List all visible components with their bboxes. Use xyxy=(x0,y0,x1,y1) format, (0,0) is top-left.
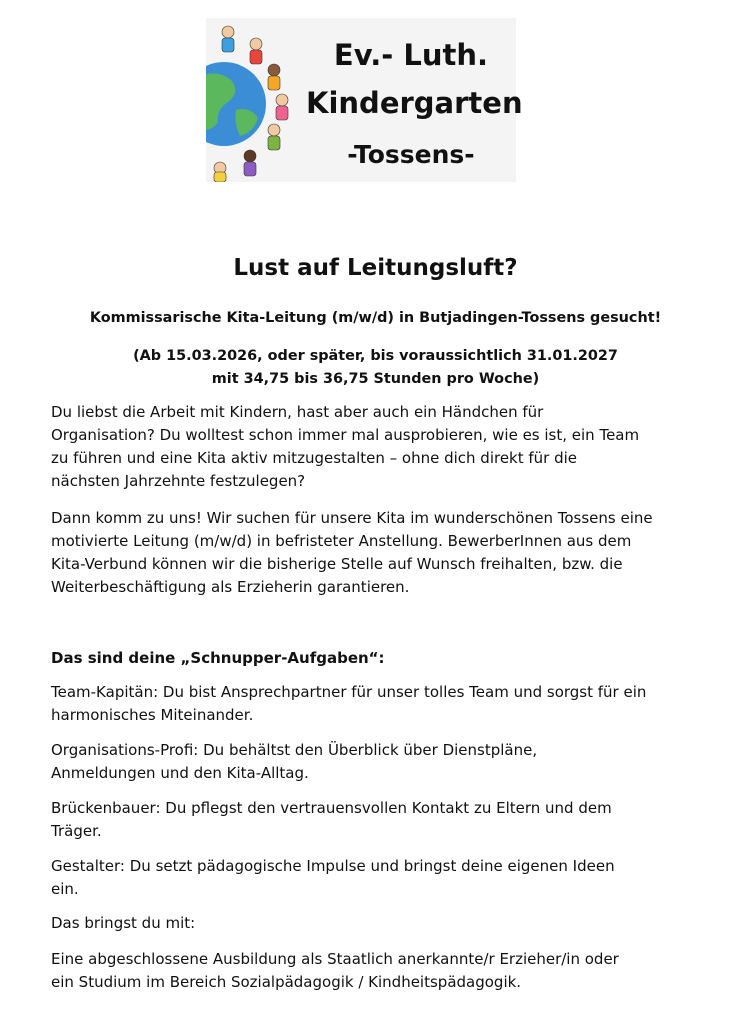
text-line: Das sind deine „Schnupper-Aufgaben“: xyxy=(51,649,385,667)
employment-dates xyxy=(0,345,751,391)
text-line: Organisations-Profi: Du behältst den Überblick über Dienstpläne, xyxy=(51,741,538,759)
page-title: Lust auf Leitungsluft? xyxy=(233,255,518,281)
text-line: Organisation? Du wolltest schon immer mal ausprobieren, wie es ist, ein Team xyxy=(51,426,640,444)
text-line: Du liebst die Arbeit mit Kindern, hast aber auch ein Händchen für xyxy=(51,403,544,421)
job-subtitle: Kommissarische Kita-Leitung (m/w/d) in Butjadingen-Tossens gesucht! xyxy=(89,310,662,326)
text-line: Dann komm zu uns! Wir suchen für unsere Kita im wunderschönen Tossens eine xyxy=(51,509,653,527)
task-designer xyxy=(51,855,701,901)
text-line: ein. xyxy=(51,880,79,898)
logo-line-2: Kindergarten xyxy=(306,86,523,120)
text-line: Kita-Verbund können wir die bisherige Stelle auf Wunsch freihalten, bzw. die xyxy=(51,555,623,573)
text-line: Brückenbauer: Du pflegst den vertrauensvollen Kontakt zu Eltern und dem xyxy=(51,799,612,817)
text-line: Gestalter: Du setzt pädagogische Impulse und bringst deine eigenen Ideen xyxy=(51,857,615,875)
task-team-captain xyxy=(51,681,701,727)
text-line: harmonisches Miteinander. xyxy=(51,706,254,724)
requirements-heading xyxy=(51,912,701,935)
dates-line-2: mit 34,75 bis 36,75 Stunden pro Woche) xyxy=(211,371,540,387)
logo-line-1: Ev.- Luth. xyxy=(333,38,489,72)
tasks-heading xyxy=(51,647,701,670)
text-line: Team-Kapitän: Du bist Ansprechpartner für unser tolles Team und sorgst für ein xyxy=(51,683,647,701)
text-line: Anmeldungen und den Kita-Alltag. xyxy=(51,764,309,782)
kindergarten-logo xyxy=(206,18,523,182)
requirement-education xyxy=(51,948,701,994)
text-line: nächsten Jahrzehnte festzulegen? xyxy=(51,472,306,490)
text-line: motivierte Leitung (m/w/d) in befristeter Anstellung. BewerberInnen aus dem xyxy=(51,532,632,550)
text-line: Eine abgeschlossene Ausbildung als Staatlich anerkannte/r Erzieher/in oder xyxy=(51,950,619,968)
text-line: Träger. xyxy=(51,822,102,840)
logo-line-3: -Tossens- xyxy=(347,140,475,169)
intro-paragraph-1 xyxy=(51,401,701,493)
text-line: ein Studium im Bereich Sozialpädagogik / Kindheitspädagogik. xyxy=(51,973,522,991)
text-line: zu führen und eine Kita aktiv mitzugestalten – ohne dich direkt für die xyxy=(51,449,578,467)
dates-line-1: (Ab 15.03.2026, oder später, bis voraussichtlich 31.01.2027 xyxy=(133,348,618,364)
text-line: Weiterbeschäftigung als Erzieherin garantieren. xyxy=(51,578,410,596)
task-organisation xyxy=(51,739,701,785)
task-bridge-builder xyxy=(51,797,701,843)
text-line: Das bringst du mit: xyxy=(51,914,196,932)
intro-paragraph-2 xyxy=(51,507,701,599)
